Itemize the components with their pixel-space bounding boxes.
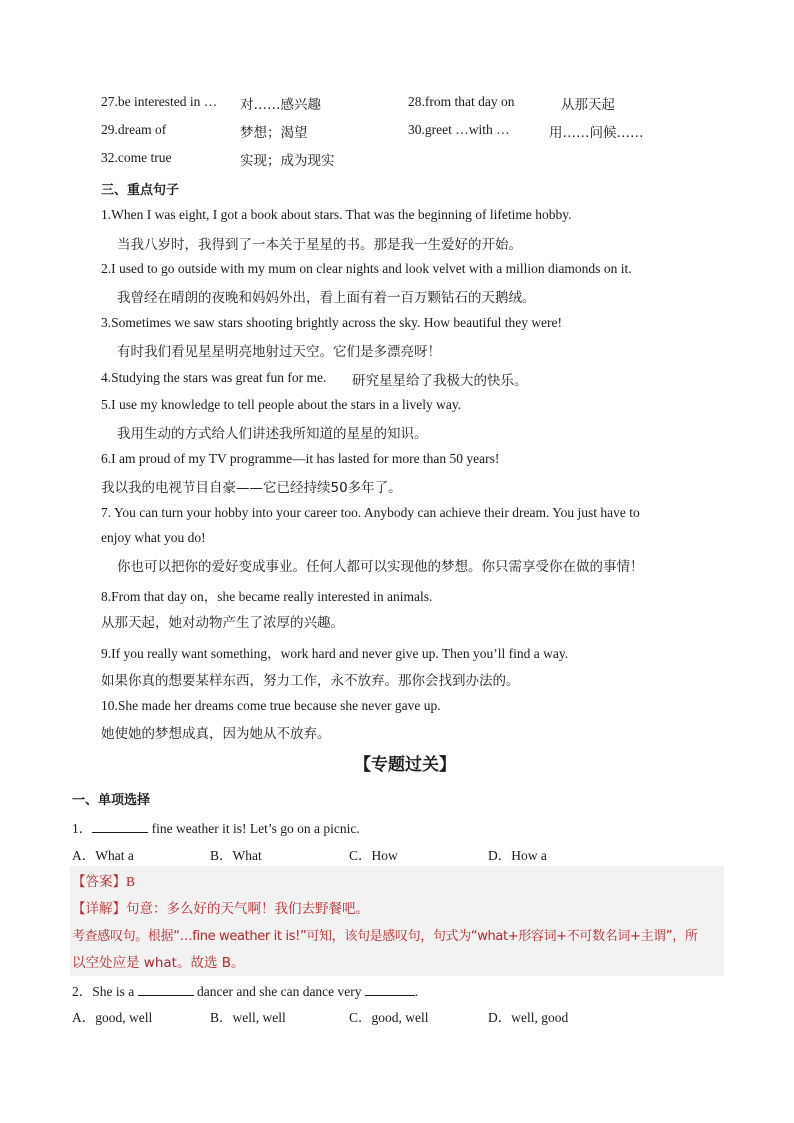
sentence-7-en-line1: 7. You can turn your hobby into your career too. Anybody can achieve their dream. You just have to	[101, 505, 640, 520]
answer-blank	[365, 995, 415, 996]
question-number: 1．	[72, 821, 93, 836]
section-heading-key-sentences: 三、重点句子	[101, 183, 180, 198]
sentence-3-en: 3.Sometimes we saw stars shooting brightly across the sky. How beautiful they were!	[101, 315, 563, 330]
sentence-8-zh: 从那天起，她对动物产生了浓厚的兴趣。	[101, 615, 344, 631]
sentence-4-en: 4.Studying the stars was great fun for me.	[101, 370, 327, 385]
sentence-7-zh: 你也可以把你的爱好变成事业。任何人都可以实现他的梦想。你只需享受你在做的事情！	[117, 559, 644, 575]
option-c: C．How	[349, 848, 398, 863]
sentence-9-en: 9.If you really want something，work hard and never give up. Then you’ll find a way.	[101, 646, 569, 661]
vocab-29-en: 29.dream of	[101, 122, 167, 137]
option-a: A．What a	[72, 848, 134, 863]
special-practice-title: 【专题过关】	[354, 755, 456, 775]
vocab-32-en: 32.come true	[101, 150, 172, 165]
vocab-30-en: 30.greet …with …	[408, 122, 510, 137]
detail-line-1	[72, 897, 369, 917]
option-b: B．What	[210, 848, 262, 863]
sentence-6-en: 6.I am proud of my TV programme—it has lasted for more than 50 years!	[101, 451, 500, 466]
sentence-5-zh: 我用生动的方式给人们讲述我所知道的星星的知识。	[117, 426, 428, 442]
answer-label: 【答案】	[72, 874, 126, 890]
question-stem-part-1: She is a	[92, 984, 138, 999]
sentence-10-en: 10.She made her dreams come true because she never gave up.	[101, 698, 441, 713]
vocab-30-zh: 用……问候……	[549, 125, 644, 141]
answer-line	[72, 870, 135, 890]
answer-blank	[92, 832, 148, 833]
answer-blank	[138, 995, 194, 996]
vocab-29-zh: 梦想；渴望	[240, 125, 308, 141]
sentence-8-en: 8.From that day on，she became really interested in animals.	[101, 589, 433, 604]
sentence-3-zh: 有时我们看见星星明亮地射过天空。它们是多漂亮呀！	[117, 344, 441, 360]
detail-text-3: 以空处应是 what。故选 B。	[72, 955, 245, 971]
detail-text-1: 句意：多么好的天气啊！我们去野餐吧。	[126, 901, 369, 917]
option-c: C．good, well	[349, 1010, 429, 1025]
question-number: 2．	[72, 984, 93, 999]
vocab-32-zh: 实现；成为现实	[240, 153, 335, 169]
question-stem-part-2: dancer and she can dance very	[193, 984, 365, 999]
sentence-5-en: 5.I use my knowledge to tell people about the stars in a lively way.	[101, 397, 462, 412]
vocab-28-zh: 从那天起	[561, 97, 615, 113]
option-a: A．good, well	[72, 1010, 153, 1025]
sentence-2-en: 2.I used to go outside with my mum on clear nights and look velvet with a million diamonds on it.	[101, 261, 632, 276]
vocab-27-zh: 对……感兴趣	[240, 97, 321, 113]
answer-value: B	[126, 874, 136, 889]
sentence-10-zh: 她使她的梦想成真，因为她从不放弃。	[101, 726, 331, 742]
sentence-7-en-line2: enjoy what you do!	[101, 530, 206, 545]
option-d: D．well, good	[488, 1010, 569, 1025]
vocab-28-en: 28.from that day on	[408, 94, 515, 109]
detail-label: 【详解】	[72, 901, 126, 917]
sentence-1-zh: 当我八岁时，我得到了一本关于星星的书。那是我一生爱好的开始。	[117, 237, 522, 253]
section-heading-single-choice: 一、单项选择	[72, 793, 151, 808]
sentence-1-en: 1.When I was eight, I got a book about stars. That was the beginning of lifetime hobby.	[101, 207, 572, 222]
sentence-6-zh: 我以我的电视节目自豪——它已经持续50多年了。	[101, 480, 402, 496]
detail-text-2: 考查感叹句。根据“…fine weather it is!”可知，该句是感叹句，句式为“what+形容词+不可数名词+主谓”，所	[72, 929, 698, 944]
question-stem: fine weather it is! Let’s go on a picnic.	[148, 821, 360, 836]
vocab-27-en: 27.be interested in …	[101, 94, 218, 109]
question-1	[72, 817, 360, 837]
question-2	[72, 980, 418, 1000]
option-d: D．How a	[488, 848, 547, 863]
sentence-2-zh: 我曾经在晴朗的夜晚和妈妈外出，看上面有着一百万颗钻石的天鹅绒。	[117, 290, 536, 306]
sentence-4-zh: 研究星星给了我极大的快乐。	[352, 373, 528, 389]
question-stem-part-3: .	[414, 984, 419, 999]
sentence-9-zh: 如果你真的想要某样东西，努力工作，永不放弃。那你会找到办法的。	[101, 673, 520, 689]
option-b: B．well, well	[210, 1010, 286, 1025]
